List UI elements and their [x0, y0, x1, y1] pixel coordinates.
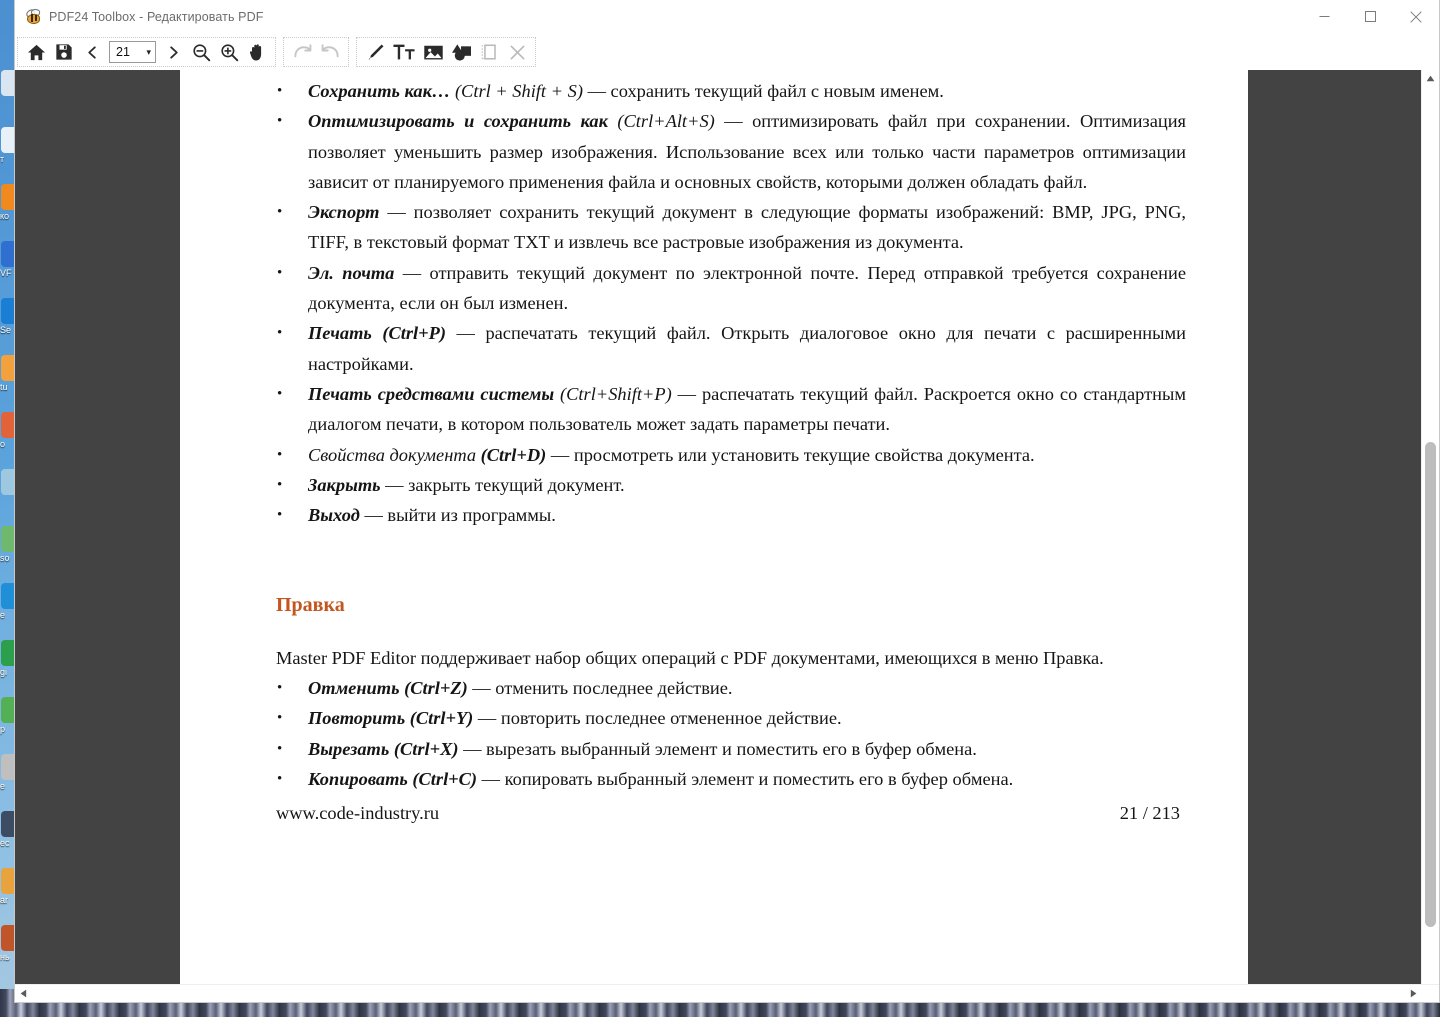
desktop-icon-3-label: ко — [0, 211, 10, 221]
bullet-term: Эл. почта — [308, 262, 395, 283]
desktop-icon-6-label: tu — [0, 382, 8, 392]
bullet-dot-icon: • — [277, 446, 283, 463]
toolbar-navigation-group — [17, 37, 276, 67]
home-button[interactable] — [22, 38, 50, 66]
bullet-term: Закрыть — [308, 474, 381, 495]
maximize-button[interactable] — [1347, 0, 1393, 33]
doc-bullet-item — [276, 379, 1186, 440]
bullet-description: — повторить последнее отмененное действие. — [473, 708, 842, 729]
delete-button[interactable] — [503, 38, 531, 66]
desktop-icon-5-label: Se — [0, 325, 12, 335]
bullet-text — [308, 734, 1186, 764]
desktop-icon-16-label: нь — [0, 952, 10, 962]
bullet-dot-icon: • — [277, 710, 283, 727]
bullet-dot-icon: • — [277, 680, 283, 697]
scroll-left-arrow-icon[interactable] — [15, 985, 32, 1002]
bullet-dot-icon: • — [277, 740, 283, 757]
bullet-dot-icon: • — [277, 113, 283, 130]
pdf-viewer[interactable] — [15, 70, 1439, 1002]
horizontal-scrollbar[interactable] — [15, 984, 1439, 1002]
bullet-description: — отправить текущий документ по электронной почте. Перед отправкой требуется сохранение документа, если он был изменен. — [308, 262, 1186, 314]
doc-bullet-item — [276, 703, 1186, 733]
bullet-shortcut: (Ctrl+D) — [480, 444, 547, 465]
window-title: PDF24 Toolbox - Редактировать PDF — [49, 9, 264, 24]
doc-bullet-item — [276, 106, 1186, 197]
bullet-term: Вырезать (Ctrl+X) — [308, 738, 459, 759]
doc-bullet-item — [276, 470, 1186, 500]
bullet-shortcut: (Ctrl+Alt+S) — [617, 111, 715, 132]
window-titlebar — [15, 0, 1439, 34]
bullet-description: — распечатать текущий файл. Открыть диалоговое окно для печати с расширенными настройками. — [308, 323, 1186, 374]
bullet-term: Оптимизировать и сохранить как — [308, 111, 608, 132]
zoom-out-button[interactable] — [187, 38, 215, 66]
desktop-icon-7-label: o — [0, 439, 6, 449]
bullet-description: — просмотреть или установить текущие свойства документа. — [546, 444, 1035, 465]
doc-spacer — [276, 621, 1186, 643]
bullet-term: Отменить (Ctrl+Z) — [308, 678, 468, 699]
doc-bullet-item — [276, 318, 1186, 379]
bullet-text — [308, 703, 1186, 733]
bullet-description: — вырезать выбранный элемент и поместить его в буфер обмена. — [458, 738, 977, 759]
bullet-term: Экспорт — [308, 202, 380, 223]
save-button[interactable] — [50, 38, 78, 66]
bullet-term: Печать — [308, 323, 372, 344]
add-image-button[interactable] — [419, 38, 447, 66]
bullet-shortcut: (Ctrl + Shift + S) — [454, 81, 583, 101]
bullet-description: — сохранить текущий файл с новым именем. — [582, 81, 944, 101]
main-toolbar — [15, 34, 1439, 70]
next-page-button[interactable] — [159, 38, 187, 66]
doc-bullet-item — [276, 258, 1186, 319]
bullet-text — [308, 76, 1186, 106]
doc-bullet-item — [276, 673, 1186, 703]
bullet-text — [308, 106, 1186, 197]
desktop-icon-14-label: ec — [0, 838, 10, 848]
draw-pencil-button[interactable] — [361, 38, 389, 66]
bullet-dot-icon: • — [277, 507, 283, 524]
add-shape-button[interactable] — [447, 38, 475, 66]
bullet-text — [308, 379, 1186, 440]
pdf-page-content — [276, 76, 1186, 829]
toolbar-history-group — [283, 37, 349, 67]
bullet-dot-icon: • — [277, 770, 283, 787]
footer-website: www.code-industry.ru — [276, 803, 440, 824]
bullet-description: — закрыть текущий документ. — [380, 474, 625, 495]
bullet-dot-icon: • — [277, 385, 283, 402]
bullet-shortcut: (Ctrl+P) — [382, 323, 446, 344]
bullet-text — [308, 764, 1186, 794]
bullet-description: — оптимизировать файл при сохранении. Оптимизация позволяет уменьшить размер изображения. Использование всех или только части параметров оптимизации зависит от планируемого применения файла и основных свойств, которыми должен обладать файл. — [308, 111, 1186, 192]
scroll-right-arrow-icon[interactable] — [1405, 985, 1422, 1002]
bullet-term: Сохранить как… — [308, 81, 451, 101]
window-controls — [1301, 0, 1439, 33]
bullet-text — [308, 197, 1186, 258]
bullet-term: Свойства документа — [308, 444, 481, 465]
doc-bullet-item — [276, 500, 1186, 530]
bullet-text — [308, 318, 1186, 379]
minimize-button[interactable] — [1301, 0, 1347, 33]
footer-page-number: 21 / 213 — [1119, 803, 1180, 824]
desktop-icon-13-label: e — [0, 781, 6, 791]
undo-button[interactable] — [316, 38, 344, 66]
previous-page-button[interactable] — [78, 38, 106, 66]
bullet-description: — отменить последнее действие. — [467, 678, 733, 699]
bullet-text — [308, 470, 1186, 500]
bullet-term: Выход — [308, 505, 360, 526]
desktop-icon-4-label: VF — [0, 268, 12, 278]
pan-hand-button[interactable] — [243, 38, 271, 66]
desktop-icon-9-label: so — [0, 553, 10, 563]
doc-bullet-item — [276, 764, 1186, 794]
chevron-down-icon: ▾ — [146, 46, 151, 57]
bullet-text — [308, 440, 1186, 470]
page-number-value: 21 — [116, 45, 130, 59]
bullet-text — [308, 258, 1186, 319]
bullet-term: Печать средствами системы — [308, 383, 555, 404]
bullet-dot-icon: • — [277, 264, 283, 281]
vertical-scrollbar[interactable] — [1421, 70, 1439, 1002]
pdf24-window — [14, 0, 1440, 1003]
desktop-icon-15-label: ar — [0, 895, 9, 905]
bullet-description: — позволяет сохранить текущий документ в следующие форматы изображений: BMP, JPG, PNG, TIFF, в текстовый формат TXT и извлечь все растровые изображения из документа. — [308, 202, 1186, 253]
bullet-dot-icon: • — [277, 476, 283, 493]
bullet-shortcut: (Ctrl+Shift+P) — [560, 383, 672, 404]
desktop-icon-2-label: т — [0, 154, 5, 164]
desktop-icon-12-label: p — [0, 724, 6, 734]
doc-bullet-item — [276, 76, 1186, 106]
bullet-description: — копировать выбранный элемент и поместить его в буфер обмена. — [477, 768, 1014, 789]
page-number-field[interactable] — [109, 41, 156, 63]
add-text-button[interactable] — [389, 38, 419, 66]
doc-spacer — [276, 530, 1186, 590]
doc-bullet-item — [276, 197, 1186, 258]
doc-bullet-item — [276, 734, 1186, 764]
bee-icon — [23, 8, 41, 26]
bullet-text — [308, 673, 1186, 703]
doc-paragraph: Master PDF Editor поддерживает набор общих операций с PDF документами, имеющихся в меню Правка. — [276, 647, 1104, 668]
close-button[interactable] — [1393, 0, 1439, 33]
pdf-page — [180, 70, 1248, 996]
bullet-dot-icon: • — [277, 83, 283, 99]
bullet-description: — распечатать текущий файл. Раскроется окно со стандартным диалогом печати, в котором пользователь может задать параметры печати. — [308, 383, 1186, 435]
bullet-description: — выйти из программы. — [359, 505, 556, 526]
desktop-icon-10-label: e — [0, 610, 6, 620]
toolbar-edit-tools-group — [356, 37, 536, 67]
doc-bullet-item — [276, 440, 1186, 470]
zoom-in-button[interactable] — [215, 38, 243, 66]
bullet-dot-icon: • — [277, 204, 283, 221]
section-heading: Правка — [276, 594, 345, 617]
scroll-up-arrow-icon[interactable] — [1422, 70, 1439, 87]
bullet-dot-icon: • — [277, 325, 283, 342]
page-tool-button[interactable] — [475, 38, 503, 66]
bullet-term: Повторить (Ctrl+Y) — [308, 708, 474, 729]
vertical-scrollbar-thumb[interactable] — [1425, 442, 1436, 927]
redo-button[interactable] — [288, 38, 316, 66]
bullet-term: Копировать (Ctrl+C) — [308, 768, 478, 789]
bullet-text — [308, 500, 1186, 530]
page-footer — [276, 798, 1186, 828]
desktop-icon-11-label: gi — [0, 667, 8, 677]
